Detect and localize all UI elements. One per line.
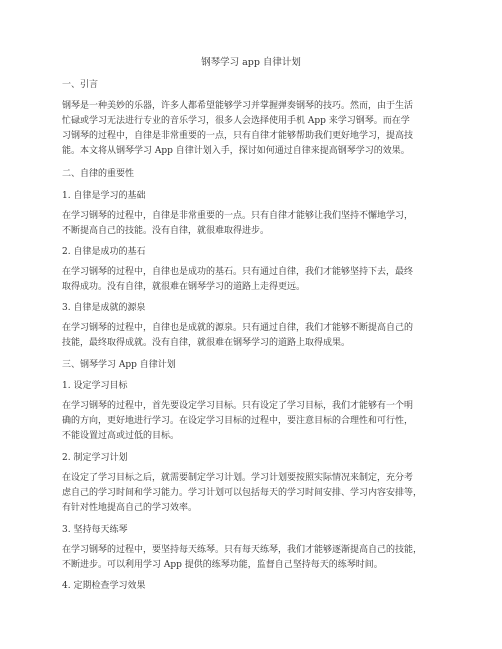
item-label: 1. 设定学习目标 <box>62 381 128 391</box>
item-line: 不能设置过高或过低的目标。 <box>62 431 180 441</box>
item-label: 2. 自律是成功的基石 <box>62 247 146 257</box>
item-line: 在学习钢琴的过程中，自律也是成就的源泉。只有通过自律，我们才能够不断提高自己的 <box>62 323 414 333</box>
item-label: 4. 定期检查学习效果 <box>62 581 146 591</box>
item-line: 有针对性地提高自己的学习效率。 <box>62 503 198 513</box>
item-line: 在设定了学习目标之后，就需要制定学习计划。学习计划要按照实际情况来制定，充分考 <box>62 473 414 483</box>
item-line: 虑自己的学习时间和学习能力。学习计划可以包括每天的学习时间安排、学习内容安排等， <box>62 488 423 498</box>
item-label: 3. 自律是成就的源泉 <box>62 303 146 313</box>
item-line: 技能，最终取得成就。没有自律，就很难在钢琴学习的道路上取得成果。 <box>62 338 351 348</box>
item-line: 不断进步。可以利用学习 App 提供的练琴功能，监督自己坚持每天的练琴时间。 <box>62 560 383 570</box>
paragraph-line: 能。本文将从钢琴学习 App 自律计划入手，探讨如何通过自律来提高钢琴学习的效果。 <box>62 146 410 156</box>
paragraph-line: 习钢琴的过程中，自律是非常重要的一点，只有自律才能够帮助我们更好地学习，提高技 <box>62 131 414 141</box>
item-line: 在学习钢琴的过程中，首先要设定学习目标。只有设定了学习目标，我们才能够有一个明 <box>62 401 414 411</box>
item-label: 1. 自律是学习的基础 <box>62 191 146 201</box>
paragraph-line: 钢琴是一种美妙的乐器，许多人都希望能够学习并掌握弹奏钢琴的技巧。然而，由于生活 <box>62 101 414 111</box>
item-line: 不断提高自己的技能。没有自律，就很难取得进步。 <box>62 226 270 236</box>
document-title: 钢琴学习 app 自律计划 <box>201 57 301 68</box>
item-line: 在学习钢琴的过程中，自律也是成功的基石。只有通过自律，我们才能够坚持下去，最终 <box>62 267 414 277</box>
paragraph-line: 忙碌或学习无法进行专业的音乐学习，很多人会选择使用手机 App 来学习钢琴。而在学 <box>62 116 410 126</box>
item-line: 在学习钢琴的过程中，要坚持每天练琴。只有每天练琴，我们才能够逐渐提高自己的技能， <box>62 545 423 555</box>
item-line: 在学习钢琴的过程中，自律是非常重要的一点。只有自律才能够让我们坚持不懈地学习， <box>62 211 414 221</box>
section-heading-plan: 三、钢琴学习 App 自律计划 <box>62 360 176 370</box>
section-heading-intro: 一、引言 <box>62 80 99 90</box>
item-line: 取得成功。没有自律，就很难在钢琴学习的道路上走得更远。 <box>62 282 306 292</box>
item-label: 3. 坚持每天练琴 <box>62 525 128 535</box>
item-label: 2. 制定学习计划 <box>62 453 128 463</box>
section-heading-importance: 二、自律的重要性 <box>62 169 135 179</box>
item-line: 确的方向，更好地进行学习。在设定学习目标的过程中，要注意目标的合理性和可行性， <box>62 416 414 426</box>
